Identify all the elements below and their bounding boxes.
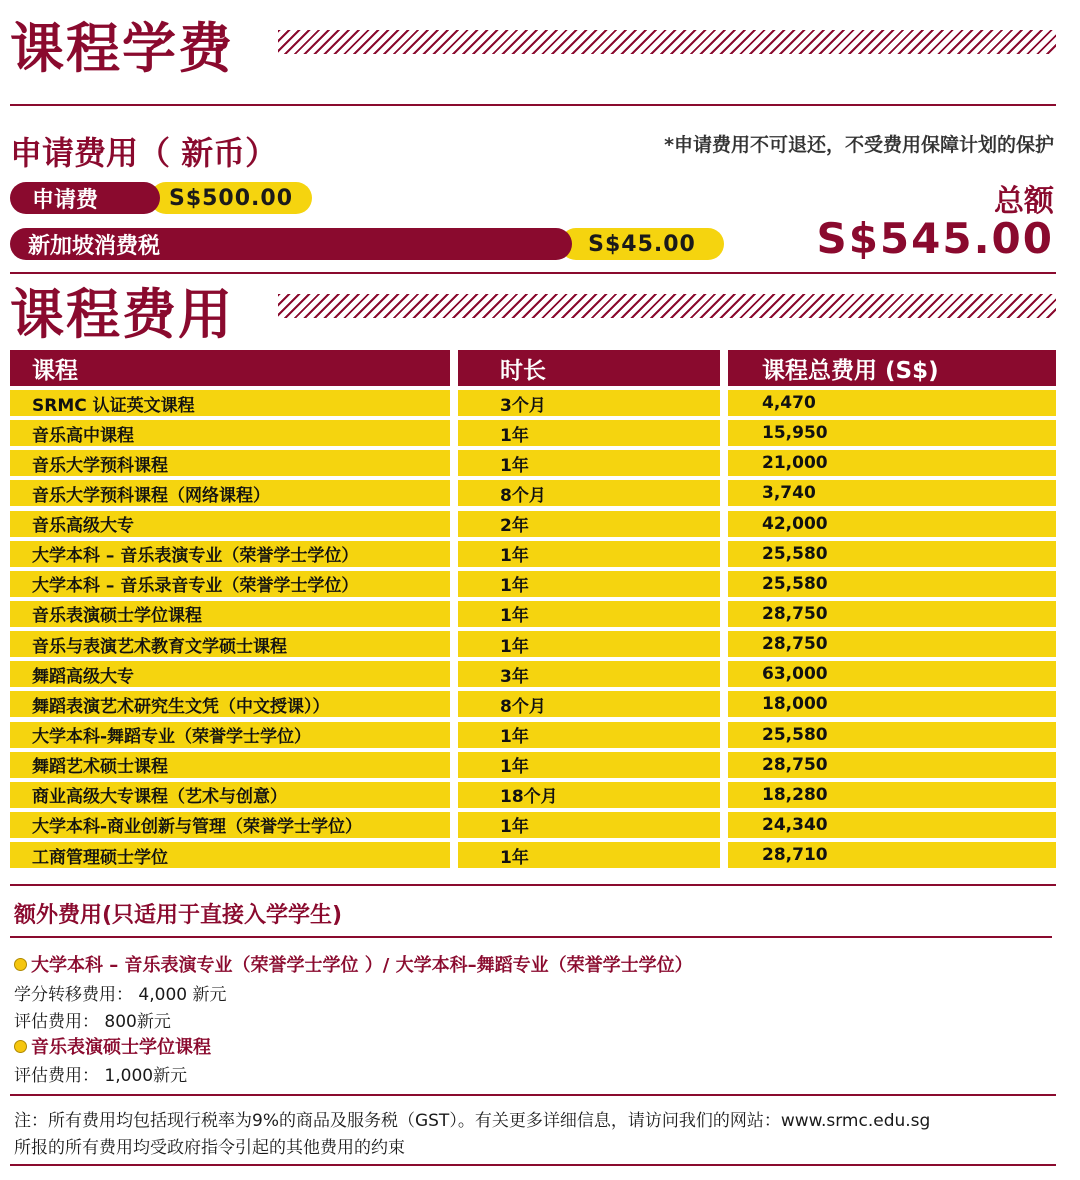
table-row <box>10 480 1056 506</box>
duration-cell: 18个月 <box>458 782 720 808</box>
total-fee-cell: 25,580 <box>728 541 1056 567</box>
course-name-cell: 商业高级大专课程（艺术与创意） <box>10 782 450 808</box>
total-fee-cell: 21,000 <box>728 450 1056 476</box>
duration-cell: 8个月 <box>458 691 720 717</box>
total-fee-cell: 42,000 <box>728 511 1056 537</box>
table-row <box>10 631 1056 657</box>
extra-group-2-title: 音乐表演硕士学位课程 <box>31 1037 211 1058</box>
course-name-cell: 大学本科 – 音乐表演专业（荣誉学士学位） <box>10 541 450 567</box>
divider <box>10 1094 1056 1096</box>
duration-cell: 1年 <box>458 601 720 627</box>
assessment-fee-1: 评估费用： 800新元 <box>14 1012 171 1032</box>
total-fee-cell: 28,710 <box>728 842 1056 868</box>
total-label: 总额 <box>994 184 1054 219</box>
table-row <box>10 752 1056 778</box>
course-name-cell: 音乐大学预科课程 <box>10 450 450 476</box>
duration-cell: 1年 <box>458 541 720 567</box>
duration-cell: 1年 <box>458 842 720 868</box>
course-name-cell: 大学本科 – 音乐录音专业（荣誉学士学位） <box>10 571 450 597</box>
course-fees-title: 课程费用 <box>10 283 234 346</box>
course-name-cell: 大学本科-商业创新与管理（荣誉学士学位） <box>10 812 450 838</box>
extra-fees-title: 额外费用(只适用于直接入学学生) <box>14 903 343 928</box>
credit-transfer-fee: 学分转移费用： 4,000 新元 <box>14 985 227 1005</box>
divider <box>10 272 1056 274</box>
course-name-cell: 音乐高级大专 <box>10 511 450 537</box>
gst-label: 新加坡消费税 <box>10 228 572 260</box>
course-name-cell: 舞蹈艺术硕士课程 <box>10 752 450 778</box>
application-fee-title: 申请费用（ 新币） <box>10 134 278 172</box>
table-row <box>10 511 1056 537</box>
course-name-cell: 音乐高中课程 <box>10 420 450 446</box>
table-row <box>10 420 1056 446</box>
total-fee-cell: 63,000 <box>728 661 1056 687</box>
divider <box>10 104 1056 106</box>
total-value: S$545.00 <box>816 214 1054 263</box>
footer-note: 注：所有费用均包括现行税率为9%的商品及服务税（GST）。有关更多详细信息，请访问我们的网站：www.srmc.edu.sg <box>14 1111 931 1131</box>
total-fee-cell: 18,280 <box>728 782 1056 808</box>
column-header-total-fee: 课程总费用 (S$) <box>728 350 1056 386</box>
table-row <box>10 842 1056 868</box>
table-header <box>10 350 1056 386</box>
course-name-cell: 工商管理硕士学位 <box>10 842 450 868</box>
duration-cell: 1年 <box>458 420 720 446</box>
duration-cell: 1年 <box>458 722 720 748</box>
duration-cell: 1年 <box>458 812 720 838</box>
divider <box>10 884 1056 886</box>
course-name-cell: SRMC 认证英文课程 <box>10 390 450 416</box>
duration-cell: 1年 <box>458 571 720 597</box>
table-row <box>10 541 1056 567</box>
divider <box>10 936 1052 938</box>
bullet-icon <box>14 1040 27 1053</box>
gst-value: S$45.00 <box>560 228 724 260</box>
extra-group-2-heading <box>14 1033 211 1059</box>
assessment-fee-2: 评估费用： 1,000新元 <box>14 1066 188 1086</box>
table-row <box>10 571 1056 597</box>
duration-cell: 2年 <box>458 511 720 537</box>
application-fee-note: *申请费用不可退还，不受费用保障计划的保护 <box>664 134 1054 156</box>
page-title: 课程学费 <box>10 17 234 80</box>
course-name-cell: 音乐表演硕士学位课程 <box>10 601 450 627</box>
table-row <box>10 812 1056 838</box>
course-hatch-decoration <box>278 294 1056 318</box>
table-row <box>10 691 1056 717</box>
total-fee-cell: 25,580 <box>728 722 1056 748</box>
total-fee-cell: 28,750 <box>728 631 1056 657</box>
duration-cell: 1年 <box>458 631 720 657</box>
table-row <box>10 661 1056 687</box>
total-fee-cell: 28,750 <box>728 601 1056 627</box>
duration-cell: 3年 <box>458 661 720 687</box>
table-row <box>10 782 1056 808</box>
duration-cell: 1年 <box>458 752 720 778</box>
duration-cell: 1年 <box>458 450 720 476</box>
extra-group-1-title: 大学本科 – 音乐表演专业（荣誉学士学位 ）/ 大学本科–舞蹈专业（荣誉学士学位） <box>31 955 693 976</box>
table-row <box>10 722 1056 748</box>
table-row <box>10 450 1056 476</box>
extra-group-1-heading <box>14 951 693 977</box>
title-hatch-decoration <box>278 30 1056 54</box>
total-fee-cell: 24,340 <box>728 812 1056 838</box>
course-name-cell: 音乐大学预科课程（网络课程） <box>10 480 450 506</box>
course-fee-table <box>10 350 1056 872</box>
duration-cell: 3个月 <box>458 390 720 416</box>
application-fee-label: 申请费 <box>10 182 160 214</box>
column-header-course: 课程 <box>10 350 450 386</box>
duration-cell: 8个月 <box>458 480 720 506</box>
total-fee-cell: 25,580 <box>728 571 1056 597</box>
bullet-icon <box>14 958 27 971</box>
total-fee-cell: 15,950 <box>728 420 1056 446</box>
table-row <box>10 390 1056 416</box>
total-fee-cell: 3,740 <box>728 480 1056 506</box>
course-name-cell: 大学本科-舞蹈专业（荣誉学士学位） <box>10 722 450 748</box>
total-fee-cell: 4,470 <box>728 390 1056 416</box>
footer-note-2: 所报的所有费用均受政府指令引起的其他费用的约束 <box>14 1138 405 1158</box>
application-fee-value: S$500.00 <box>150 182 312 214</box>
divider <box>10 1164 1056 1166</box>
course-name-cell: 舞蹈高级大专 <box>10 661 450 687</box>
column-header-duration: 时长 <box>458 350 720 386</box>
total-fee-cell: 18,000 <box>728 691 1056 717</box>
total-fee-cell: 28,750 <box>728 752 1056 778</box>
course-name-cell: 舞蹈表演艺术研究生文凭（中文授课）） <box>10 691 450 717</box>
table-body <box>10 390 1056 868</box>
course-name-cell: 音乐与表演艺术教育文学硕士课程 <box>10 631 450 657</box>
table-row <box>10 601 1056 627</box>
